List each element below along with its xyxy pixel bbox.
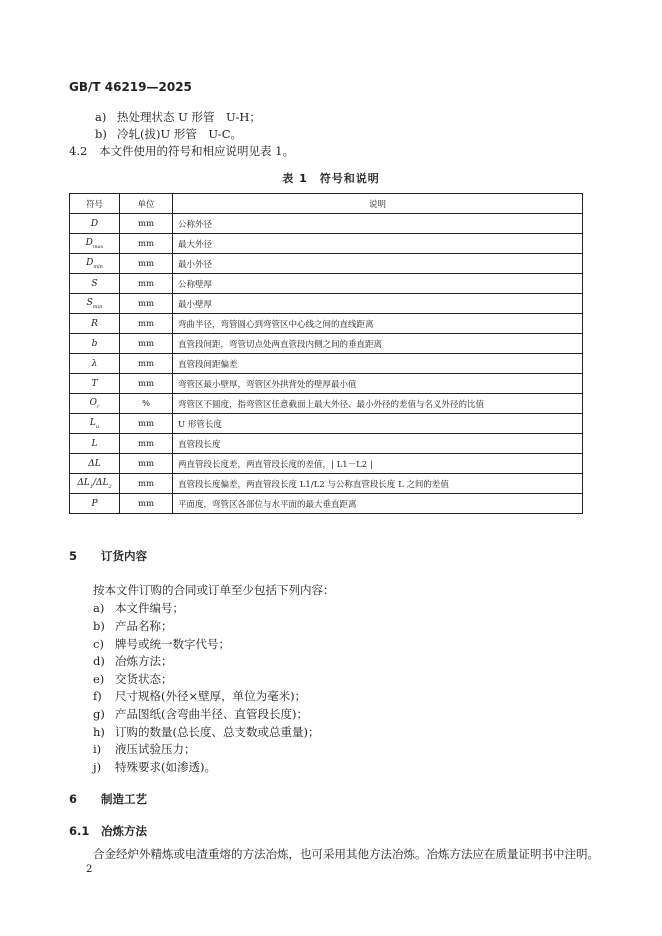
classification-item (95, 126, 242, 142)
symbols-table (69, 193, 583, 514)
symbol-cell: $L_u$ (70, 414, 120, 434)
table-row (70, 314, 583, 334)
table-row (70, 474, 583, 494)
table-row (70, 434, 583, 454)
symbol-cell: S (70, 274, 120, 294)
item-text: 特殊要求(如渗透)。 (115, 760, 216, 774)
section-number: 5 (69, 549, 78, 563)
clause-number: 4.2 (69, 144, 88, 158)
description-cell: 直管段间距，弯管切点处两直管段内侧之间的垂直距离 (173, 334, 583, 354)
unit-cell: mm (120, 474, 173, 494)
unit-cell: mm (120, 254, 173, 274)
item-label: d) (93, 654, 105, 668)
clause-4-2 (69, 143, 294, 159)
description-cell: 弯曲半径，弯管圆心到弯管区中心线之间的直线距离 (173, 314, 583, 334)
table-row (70, 414, 583, 434)
unit-cell: % (120, 394, 173, 414)
unit-cell: mm (120, 434, 173, 454)
table-row (70, 274, 583, 294)
section-6-1-heading (69, 823, 147, 839)
order-item (93, 724, 319, 740)
item-text: 冶炼方法； (115, 654, 173, 668)
section-title: 冶炼方法 (101, 824, 147, 838)
item-text: 交货状态； (115, 672, 173, 686)
table-row (70, 374, 583, 394)
symbol-cell: b (70, 334, 120, 354)
section-5-intro: 按本文件订购的合同或订单至少包括下列内容： (93, 583, 335, 597)
unit-cell: mm (120, 454, 173, 474)
unit-cell: mm (120, 234, 173, 254)
item-text: 牌号或统一数字代号； (115, 637, 230, 651)
description-cell: 直管段长度偏差，两直管段长度 L1/L2 与公称直管段长度 L 之间的差值 (173, 474, 583, 494)
section-number: 6 (69, 792, 78, 806)
section-5-heading (69, 548, 147, 564)
description-cell: 直管段间距偏差 (173, 354, 583, 374)
item-label: h) (93, 725, 105, 739)
section-title: 制造工艺 (101, 792, 147, 806)
item-text: 尺寸规格(外径×壁厚，单位为毫米)； (115, 689, 307, 703)
description-cell: 弯管区不圆度，指弯管区任意截面上最大外径、最小外径的差值与名义外径的比值 (173, 394, 583, 414)
item-text: 冷轧(拔)U 形管 U-C。 (117, 127, 242, 141)
table-row (70, 294, 583, 314)
item-label: e) (93, 672, 105, 686)
item-label: a) (93, 601, 105, 615)
symbol-cell: $O_r$ (70, 394, 120, 414)
section-6-heading (69, 791, 147, 807)
item-text: 热处理状态 U 形管 U-H； (117, 110, 261, 124)
clause-text: 本文件使用的符号和相应说明见表 1。 (99, 144, 294, 158)
description-cell: 弯管区最小壁厚，弯管区外拱背处的壁厚最小值 (173, 374, 583, 394)
classification-item (95, 109, 261, 125)
symbol-cell: $\Delta L_1/\Delta L_2$ (70, 474, 120, 494)
table-header-row (70, 194, 583, 214)
order-item (93, 636, 230, 652)
unit-cell: mm (120, 414, 173, 434)
item-text: 产品图纸(含弯曲半径、直管段长度)； (115, 707, 308, 721)
order-item (93, 600, 184, 616)
header-symbol: 符号 (70, 194, 120, 214)
order-item (93, 759, 216, 775)
header-description: 说明 (173, 194, 583, 214)
unit-cell: mm (120, 274, 173, 294)
description-cell: 两直管段长度差，两直管段长度的差值，| L1－L2 | (173, 454, 583, 474)
description-cell: 直管段长度 (173, 434, 583, 454)
symbol-cell: P (70, 494, 120, 514)
section-number: 6.1 (69, 824, 90, 838)
description-cell: 最小外径 (173, 254, 583, 274)
item-label: b) (93, 619, 105, 633)
symbol-cell: R (70, 314, 120, 334)
unit-cell: mm (120, 374, 173, 394)
item-text: 本文件编号； (115, 601, 184, 615)
symbol-cell: L (70, 434, 120, 454)
table-row (70, 354, 583, 374)
description-cell: 公称壁厚 (173, 274, 583, 294)
table-row (70, 494, 583, 514)
order-item (93, 671, 173, 687)
table-row (70, 254, 583, 274)
order-item (93, 741, 196, 757)
description-cell: 平面度，弯管区各部位与水平面的最大垂直距离 (173, 494, 583, 514)
unit-cell: mm (120, 334, 173, 354)
table-row (70, 394, 583, 414)
page-number: 2 (86, 864, 93, 875)
description-cell: 公称外径 (173, 214, 583, 234)
table-row (70, 454, 583, 474)
symbol-cell: λ (70, 354, 120, 374)
unit-cell: mm (120, 294, 173, 314)
item-label: j) (93, 760, 102, 774)
item-label: a) (95, 110, 107, 124)
table-row (70, 214, 583, 234)
unit-cell: mm (120, 214, 173, 234)
item-label: g) (93, 707, 105, 721)
item-text: 液压试验压力； (115, 742, 196, 756)
section-6-1-text: 合金经炉外精炼或电渣重熔的方法冶炼，也可采用其他方法冶炼。冶炼方法应在质量证明书中注明。 (93, 847, 599, 861)
header-unit: 单位 (120, 194, 173, 214)
item-label: f) (93, 689, 102, 703)
table-caption: 表 1 符号和说明 (282, 172, 380, 185)
order-item (93, 618, 173, 634)
item-text: 订购的数量(总长度、总支数或总重量)； (115, 725, 320, 739)
item-text: 产品名称； (115, 619, 173, 633)
symbol-cell: ΔL (70, 454, 120, 474)
item-label: i) (93, 742, 102, 756)
table-row (70, 334, 583, 354)
order-item (93, 653, 173, 669)
unit-cell: mm (120, 494, 173, 514)
order-item (93, 688, 306, 704)
symbol-cell: $D_{max}$ (70, 234, 120, 254)
unit-cell: mm (120, 314, 173, 334)
standard-number: GB/T 46219—2025 (69, 80, 192, 94)
symbol-cell: T (70, 374, 120, 394)
section-title: 订货内容 (101, 549, 147, 563)
description-cell: U 形管长度 (173, 414, 583, 434)
item-label: c) (93, 637, 104, 651)
order-item (93, 706, 308, 722)
symbol-cell: $D_{min}$ (70, 254, 120, 274)
item-label: b) (95, 127, 107, 141)
description-cell: 最小壁厚 (173, 294, 583, 314)
table-row (70, 234, 583, 254)
description-cell: 最大外径 (173, 234, 583, 254)
unit-cell: mm (120, 354, 173, 374)
symbol-cell: D (70, 214, 120, 234)
symbol-cell: $S_{min}$ (70, 294, 120, 314)
